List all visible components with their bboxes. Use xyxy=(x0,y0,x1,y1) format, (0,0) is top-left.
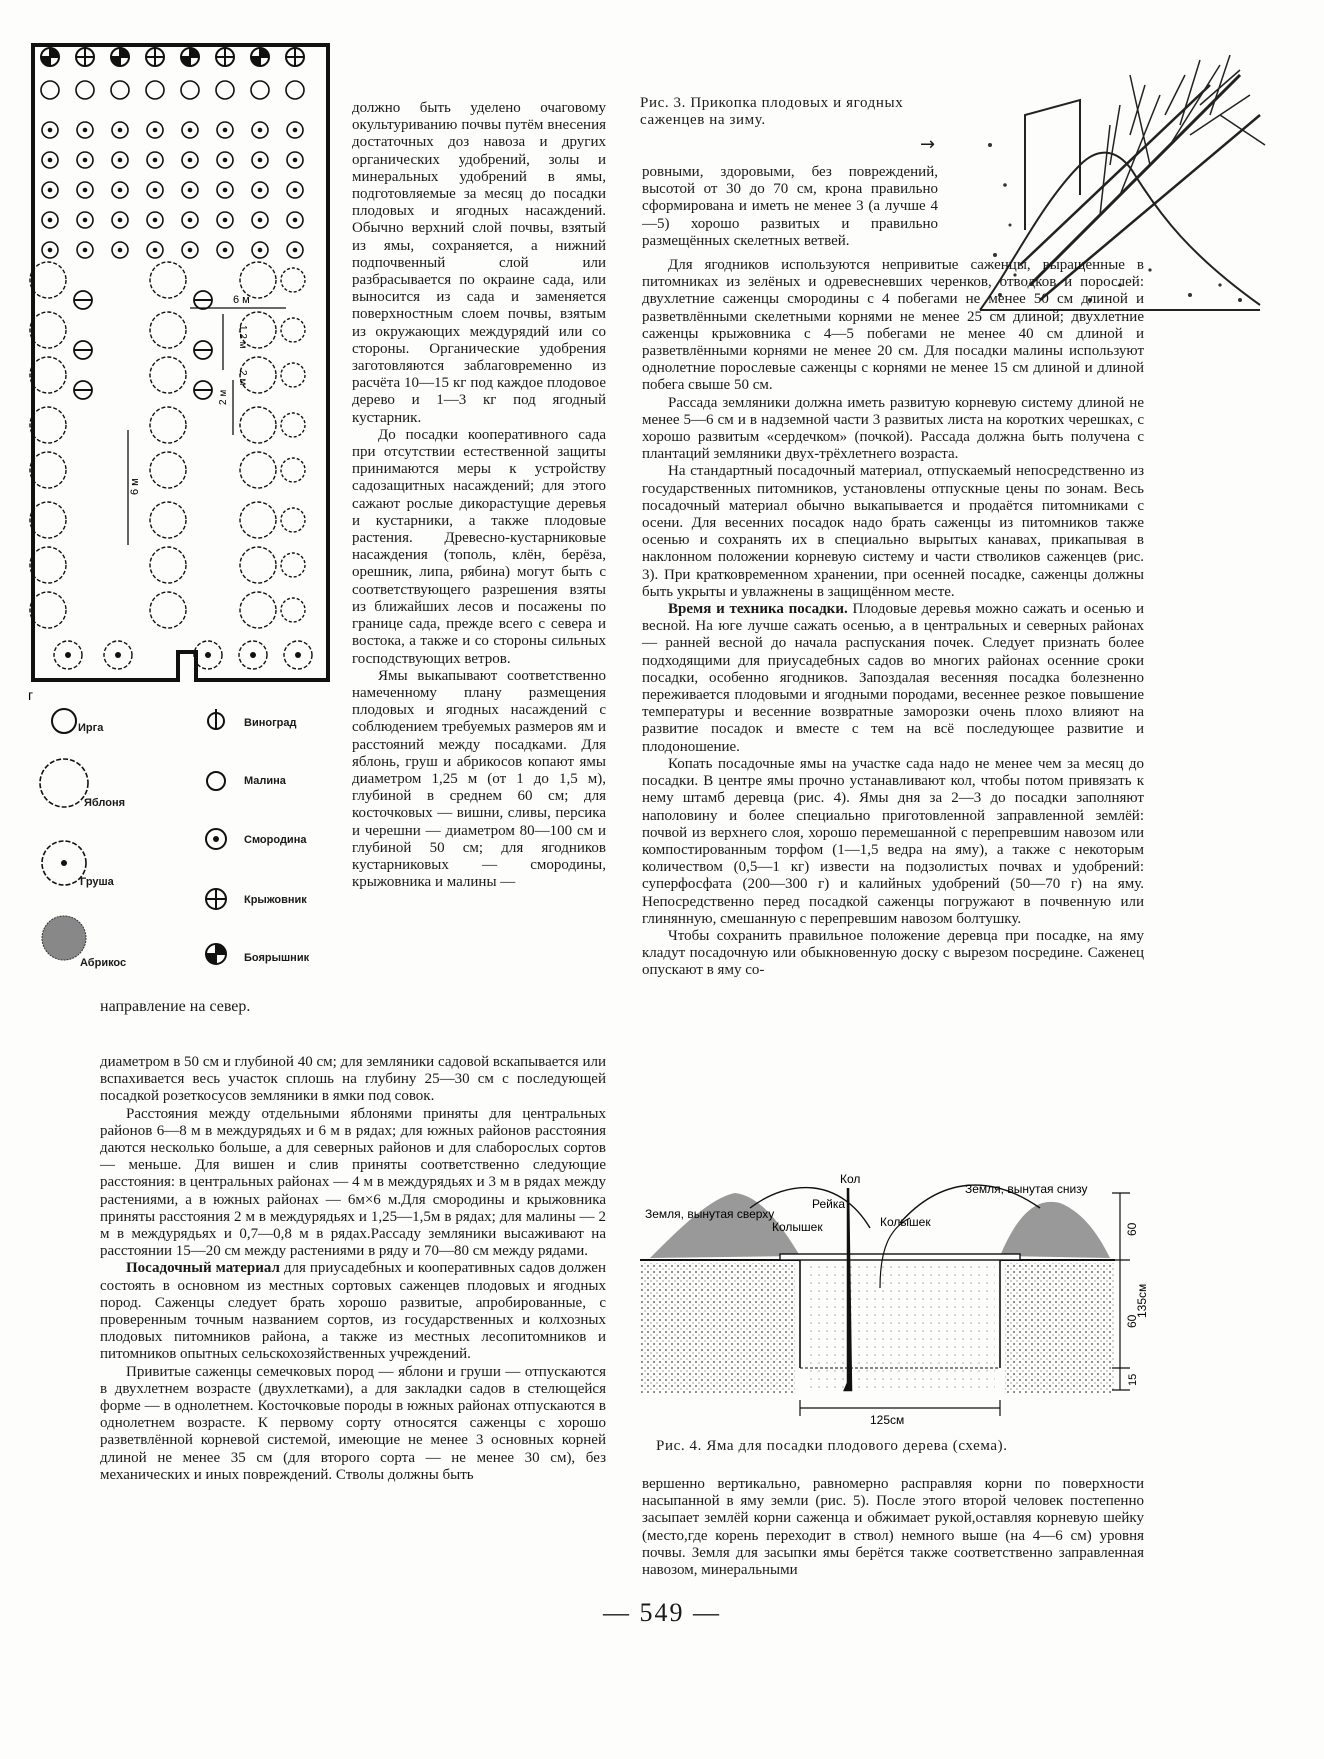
legend-grusha-label: Груша xyxy=(80,876,114,888)
fig4-right-mound xyxy=(1000,1202,1110,1258)
plan-tree-mark xyxy=(281,318,305,342)
legend-irga-symbol xyxy=(52,709,76,733)
fig4-label-zemlya-top: Земля, вынутая сверху xyxy=(645,1207,775,1221)
plan-tree-mark xyxy=(150,592,186,628)
paragraph: Для ягодников используются непривитые саженцы, выращенные в питомниках из зелёных и одревесневших черенков, отводков и порослей: двухлетние саженцы смородины с 4 побегами не менее 50 см длиной и разветвлёнными скелетными корнями не менее 25 см длиной; двухлетние саженцы крыжовника с 4—5 побегами не менее 40 см длиной и разветвлёнными корнями не менее 20 см. Для посадки малины используют однолетние порослевые саженцы с корнями не менее 15 см длиной и длиной побега свыше 50 см. xyxy=(642,257,1144,394)
fig4-dim-15: 15 xyxy=(1127,1373,1139,1386)
plan-tree-mark xyxy=(30,357,66,393)
plan-tree-mark xyxy=(240,592,276,628)
fig4-dim-60-mid: 60 xyxy=(1125,1314,1139,1328)
plan-tree-mark xyxy=(30,547,66,583)
plan-tree-mark xyxy=(30,452,66,488)
plan-malina-mark xyxy=(41,81,59,99)
plan-malina-mark xyxy=(146,81,164,99)
plan-tree-mark xyxy=(150,357,186,393)
fig4-dim-135: 135см xyxy=(1135,1283,1149,1318)
column1-narrow-text xyxy=(352,100,606,891)
plan-corner-letter: г xyxy=(28,687,34,703)
plan-tree-mark xyxy=(30,502,66,538)
plan-tree-mark xyxy=(150,452,186,488)
plan-malina-mark xyxy=(216,81,234,99)
legend-malina-label: Малина xyxy=(244,775,286,787)
fig4-label-kolyshek-left: Колышек xyxy=(772,1220,823,1234)
bold-lead: Посадочный материал xyxy=(126,1260,280,1277)
plan-malina-mark xyxy=(111,81,129,99)
fig4-dim-60-top: 60 xyxy=(1125,1222,1139,1236)
garden-plan-figure xyxy=(28,40,338,720)
plan-tree-mark xyxy=(281,553,305,577)
plan-tree-mark xyxy=(240,262,276,298)
paragraph: На стандартный посадочный материал, отпускаемый непосредственно из государственных питомников, установлены отпускные цены по зонам. Весь посадочный материал обычно выкапывается и продаётся питомниками с осени. Для весенних посадок надо брать саженцы из питомников также осенью и сохранять их в специально вырытых канавах, прикапывая в наклонном положении корневую систему и части стволиков саженцев (рис. 3). При кратковременном хранении, при осенней посадке, саженцы должны быть укрыты и увлажнены в защищённом месте. xyxy=(642,463,1144,600)
legend-malina-symbol xyxy=(207,772,225,790)
bold-lead: Время и техника посадки. xyxy=(668,601,848,618)
plan-tree-mark xyxy=(281,268,305,292)
paragraph: Расстояния между отдельными яблонями приняты для центральных районов 6—8 м в междурядьях и 6 м в рядах; для южных районов расстояния даются несколько больше, а для северных районов и для слаборослых сортов — меньше. Для вишен и слив приняты соответственно следующие расстояния: в центральных районах — 4 м в междурядьях и 3 м в рядах между растениями, а в южных районах — 6м×6 м.Для смородины и крыжовника приняты расстояния 2 м в междурядьях и 1,25—1,5м в рядах; для малины — 2 м в междурядьях и 0,7—0,8 м в рядах.Рассаду земляники высаживают на расстоянии 15—20 см между растениями в ряду и 70—80 см между рядами. xyxy=(100,1105,606,1260)
plan-tree-mark xyxy=(281,458,305,482)
plan-dim-6m-top: 6 м xyxy=(233,294,250,306)
legend-kryzhovnik-label: Крыжовник xyxy=(244,894,307,906)
paragraph: До посадки кооперативного сада при отсутствии естественной защиты принимаются меры к устройству садозащитных насаждений; для этого сажают рослые дикорастущие деревья и кустарники, а также плодовые растения. Древесно-кустарниковые насаждения (тополь, клён, берёза, орешник, липа, рябина) могут быть с соответствующего разрешения взяты из ближайших лесов и посажены по границе сада, прежде всего с севера и востока, а также и со стороны сильных господствующих ветров. xyxy=(352,426,606,667)
fig4-label-kolyshek-right: Колышек xyxy=(880,1215,931,1229)
plan-tree-mark xyxy=(240,502,276,538)
legend-vinograd-label: Виноград xyxy=(244,717,297,729)
paragraph: Копать посадочные ямы на участке сада надо не менее чем за месяц до посадки. В центре ямы прочно устанавливают кол, чтобы потом привязать к нему штамб деревца (рис. 4). Ямы дня за 2—3 до посадки заполняют наполовину и более специально приготовленной заправленной землёй: почвой из верхнего слоя, хорошо перемешанной с перепревшим навозом или компостированным торфом (1—1,5 ведра на яму), а также с некоторым количеством (0,5—1 кг) извести на подзолистых почвах и удобрений: суперфосфата (200—300 г) и калийных удобрений (50—70 г) на яму. Непосредственно перед посадкой саженцы погружают в почвенную или глинянную, смешанную с перепревшим навозом болтушку. xyxy=(642,755,1144,927)
legend-irga-label: Ирга xyxy=(78,722,104,734)
column1-wide-text xyxy=(100,1054,606,1484)
paragraph: вершенно вертикально, равномерно расправляя корни по поверхности насыпанной в яму земли (рис. 5). После этого второй человек постепенно засыпает землёй корни саженца и обжимает рукой,оставляя корневую шейку (место,где корень переходит в ствол) немного выше (на 4—6 см) уровня почвы. Земля для засыпки ямы берётся также соответственно заправленная навозом, минеральными xyxy=(642,1476,1144,1579)
plan-dim-12m: 1,2 м xyxy=(237,325,248,349)
legend-smorodina-label: Смородина xyxy=(244,834,307,846)
paragraph: Посадочный материал для приусадебных и кооперативных садов должен состоять в основном из местных сортовых саженцев плодовых и ягодных пород. Саженцы следует брать хорошо развитые, апробированные, с проверенным точным названием сортов, из государственных и колхозных плодовых питомников района, а также из местных лесопитомников и питомников опытных сельскохозяйственных учреждений. xyxy=(100,1260,606,1363)
fig4-label-kol: Кол xyxy=(840,1172,861,1186)
paragraph: Ямы выкапывают соответственно намеченному плану размещения плодовых и ягодных насаждений с соблюдением требуемых размеров ям и расстояний между посадками. Для яблонь, груш и абрикосов копают ямы диаметром 1,25 м (от 1 до 1,5 м), глубиной в среднем 60 см; для косточковых — вишни, сливы, персика и черешни — диаметром 80—100 см и глубиной 50 см; для ягодников кустарниковых — смородины, крыжовника и малины — xyxy=(352,667,606,891)
fig3-caption: Рис. 3. Прикопка плодовых и ягодных саженцев на зиму. xyxy=(640,95,904,128)
paragraph: диаметром в 50 см и глубиной 40 см; для земляники садовой вскапывается или вспахивается весь участок сплошь на глубину 25—30 см с последующей посадкой розеткосусов земляники в ямки под совок. xyxy=(100,1054,606,1105)
plan-tree-mark xyxy=(240,407,276,443)
plan-dim-6m-side: 6 м xyxy=(129,478,141,495)
column2-bottom-text xyxy=(642,1476,1144,1579)
plan-tree-mark xyxy=(30,262,66,298)
plan-tree-mark xyxy=(150,407,186,443)
paragraph: Чтобы сохранить правильное положение деревца при посадке, на яму кладут посадочную или обыкновенную доску с вырезом посредине. Саженец опускают в яму со- xyxy=(642,927,1144,979)
paragraph: ровными, здоровыми, без повреждений, высотой от 30 до 70 см, крона правильно сформирована и иметь не менее 3 (а лучше 4—5) хорошо развитых и правильно размещённых скелетных ветвей. xyxy=(642,164,938,249)
legend-abrikos-label: Абрикос xyxy=(80,957,127,969)
plan-tree-mark xyxy=(281,413,305,437)
plan-dim-2m-b: 2 м xyxy=(218,389,229,405)
plan-tree-mark xyxy=(150,262,186,298)
legend-boyaryshnik-label: Боярышник xyxy=(244,952,310,964)
fig4-label-zemlya-bottom: Земля, вынутая снизу xyxy=(965,1182,1088,1196)
paragraph: Время и техника посадки. Плодовые деревья можно сажать и осенью и весной. На юге лучше сажать осенью, а в центральных и северных районах — ранней весной до начала распускания почек. Следует признать более подходящими для приусадебных садов во многих районах осенние сроки посадки, особенно ягодников. Запоздалая весенняя посадка болезненно переживается плодовыми и ягодными породами, весеннее резкое повышение температуры и весенние возвратные заморозки очень плохо влияют на развитие посадок и вместе с тем на всё последующее развитие и плодоношение. xyxy=(642,601,1144,755)
plan-tree-mark xyxy=(150,547,186,583)
plan-malina-mark xyxy=(251,81,269,99)
paragraph: должно быть уделено очаговому окультуриванию почвы путём внесения достаточных доз навоза и других органических удобрений, золы и минеральных удобрений в ямы, подготовляемые за месяц до посадки плодовых и ягодных насаждений. Обычно верхний слой почвы, взятый из ямы, сохраняется, а нижний подпочвенный слой или разбрасывается по окраине сада, или выносится из сада и заменяется поверхностным слоем почвы, взятым из окружающих междурядий или со стороны. Органические удобрения заготовляются заблаговременно из расчёта 10—15 кг под каждое плодовое дерево и 1—3 кг под ягодный кустарник. xyxy=(352,100,606,426)
legend-yablonya-label: Яблоня xyxy=(84,797,126,809)
column2-upper-text xyxy=(642,164,938,250)
plan-tree-mark xyxy=(281,598,305,622)
legend-caption: направление на север. xyxy=(100,998,251,1015)
fig4-diagram xyxy=(640,1168,1150,1428)
plan-tree-mark xyxy=(240,452,276,488)
fig4-caption: Рис. 4. Яма для посадки плодового дерева (схема). xyxy=(656,1438,1008,1454)
plan-tree-mark xyxy=(240,547,276,583)
plan-malina-mark xyxy=(181,81,199,99)
fig3-arrow-icon: → xyxy=(920,134,936,155)
fig4-label-reyka: Рейка xyxy=(812,1197,846,1211)
plan-malina-mark xyxy=(286,81,304,99)
plan-dim-2m-a: 2 м xyxy=(237,370,248,386)
column2-text xyxy=(642,257,1144,980)
legend-abrikos-symbol xyxy=(42,916,86,960)
plan-malina-mark xyxy=(76,81,94,99)
plan-tree-mark xyxy=(30,312,66,348)
plan-tree-mark xyxy=(281,508,305,532)
paragraph: Рассада земляники должна иметь развитую корневую систему длиной не менее 5—6 см и в надземной части 3 развитых листа на коротких черешках, с хорошо развитым «сердечком» (почкой). Рассада должна быть получена с плантаций земляники двух-трёхлетнего возраста. xyxy=(642,394,1144,463)
legend-yablonya-symbol xyxy=(40,759,88,807)
page-number: — 549 — xyxy=(603,1598,721,1627)
plan-tree-mark xyxy=(150,502,186,538)
plan-tree-mark xyxy=(30,592,66,628)
plan-tree-mark xyxy=(281,363,305,387)
paragraph: Привитые саженцы семечковых пород — яблони и груши — отпускаются в двухлетнем возрасте (двухлетками), а для закладки садов в стелющейся форме — в однолетнем. Косточковые породы в южных районах отпускаются в однолетнем возрасте. К первому сорту относятся саженцы с хорошо разветвлённой корневой системой, имеющие не менее 3 основных корней длиной не менее 35 см (для второго сорта — не менее 30 см), без механических и иных повреждений. Стволы должны быть xyxy=(100,1363,606,1483)
plan-tree-mark xyxy=(30,407,66,443)
plan-tree-mark xyxy=(150,312,186,348)
fig4-dim-125: 125см xyxy=(870,1413,905,1427)
